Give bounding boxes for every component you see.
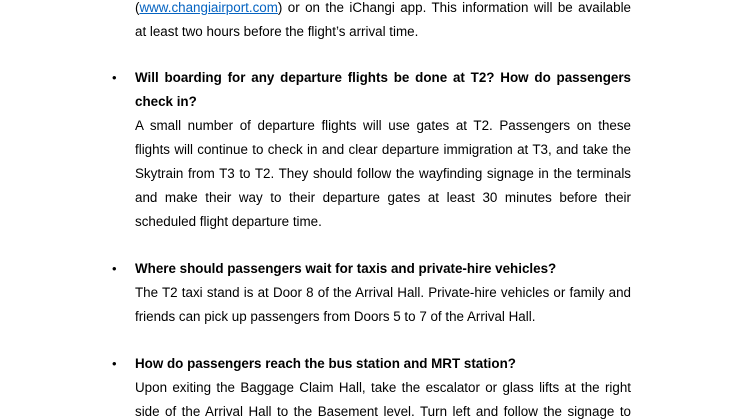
faq-2-answer-line-2: friends can pick up passengers from Doors 5 to 7 of the Arrival Hall.	[135, 309, 536, 324]
faq-1-answer-line-3: Skytrain from T3 to T2. They should follow the wayfinding signage in the terminals	[135, 166, 631, 181]
faq-3-question: How do passengers reach the bus station and MRT station?	[135, 356, 516, 371]
bullet-marker: •	[112, 70, 117, 85]
faq-3-answer-line-1: Upon exiting the Baggage Claim Hall, take the escalator or glass lifts at the right	[135, 380, 631, 395]
faq-1-question-line-2: check in?	[135, 94, 197, 109]
bullet-marker: •	[112, 356, 117, 371]
intro-prefix: (	[135, 0, 140, 15]
faq-1-answer-line-2: flights will continue to check in and clear departure immigration at T3, and take the	[135, 142, 631, 157]
faq-2-answer-line-1: The T2 taxi stand is at Door 8 of the Arrival Hall. Private-hire vehicles or family and	[135, 285, 631, 300]
faq-1-answer-line-4: and make their way to their departure gates at least 30 minutes before their	[135, 190, 631, 205]
intro-line-1	[135, 0, 631, 20]
faq-2-question: Where should passengers wait for taxis and private-hire vehicles?	[135, 261, 557, 276]
faq-3-answer-line-2: side of the Arrival Hall to the Basement level. Turn left and follow the signage to	[135, 404, 631, 419]
intro-suffix: ) or on the iChangi app. This information will be available	[277, 0, 631, 15]
faq-1-question-line-1: Will boarding for any departure flights be done at T2? How do passengers	[135, 70, 631, 85]
faq-1-answer-line-1: A small number of departure flights will use gates at T2. Passengers on these	[135, 118, 631, 133]
bullet-marker: •	[112, 261, 117, 276]
changi-airport-link[interactable]: www.changiairport.com	[139, 0, 278, 15]
faq-1-answer-line-5: scheduled flight departure time.	[135, 214, 322, 229]
intro-line-2: at least two hours before the flight’s arrival time.	[135, 24, 419, 39]
